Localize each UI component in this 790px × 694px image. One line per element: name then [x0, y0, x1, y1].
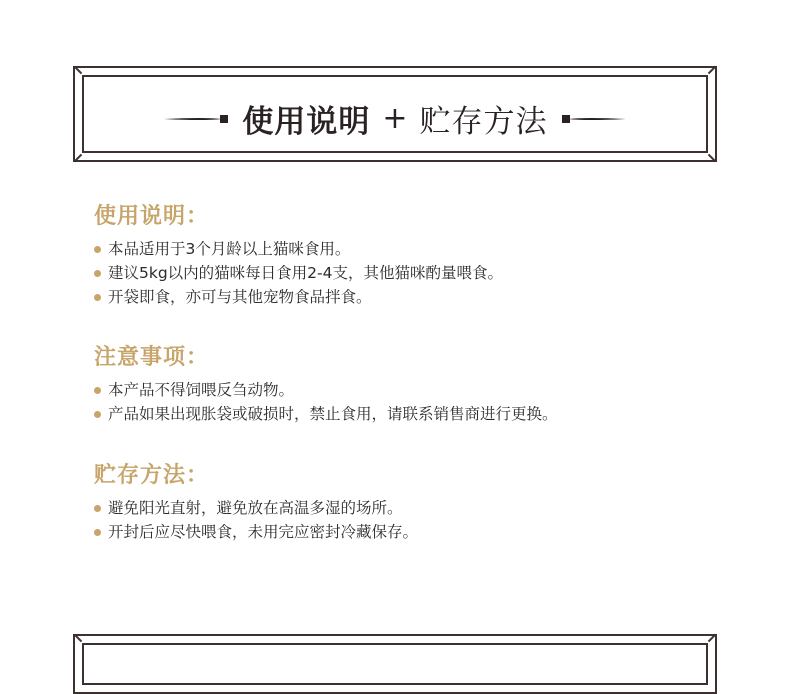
title-frame	[73, 66, 717, 162]
section-heading: 使用说明：	[94, 204, 210, 229]
list-item-text: 开袋即食，亦可与其他宠物食品拌食。	[108, 288, 372, 306]
notes-section	[94, 344, 558, 426]
page-title: 使用说明	[242, 104, 371, 140]
usage-section	[94, 203, 503, 309]
left-ornament-icon	[164, 112, 230, 126]
list-item	[94, 378, 558, 402]
frame-corner	[74, 66, 82, 74]
bullet-icon	[94, 294, 101, 301]
storage-section	[94, 462, 418, 544]
bullet-icon	[94, 246, 101, 253]
list-item	[94, 237, 503, 261]
frame-corner	[74, 154, 82, 162]
bullet-icon	[94, 387, 101, 394]
list-item-text: 本产品不得饲喂反刍动物。	[108, 381, 295, 399]
list-item	[94, 402, 558, 426]
bullet-icon	[94, 411, 101, 418]
bullet-icon	[94, 529, 101, 536]
list-item-text: 产品如果出现胀袋或破损时，禁止食用，请联系销售商进行更换。	[108, 405, 558, 423]
list-item	[94, 520, 418, 544]
frame-corner	[708, 154, 716, 162]
next-section-frame-inner-border	[82, 643, 708, 685]
bullet-icon	[94, 505, 101, 512]
section-heading: 贮存方法：	[94, 463, 210, 488]
bullet-icon	[94, 270, 101, 277]
list-item	[94, 496, 418, 520]
next-section-frame	[73, 634, 717, 694]
list-item	[94, 261, 503, 285]
right-ornament-icon	[560, 112, 626, 126]
frame-corner	[708, 634, 716, 642]
frame-corner	[74, 634, 82, 642]
page-subtitle: 贮存方法	[419, 104, 548, 140]
list-item-text: 开封后应尽快喂食，未用完应密封冷藏保存。	[108, 523, 419, 541]
list-item-text: 避免阳光直射，避免放在高温多湿的场所。	[108, 499, 403, 517]
frame-corner	[708, 66, 716, 74]
list-item-text: 建议5kg以内的猫咪每日食用2-4支，其他猫咪酌量喂食。	[108, 264, 503, 282]
title-row	[75, 96, 715, 141]
title-plus: +	[382, 101, 408, 136]
section-heading: 注意事项：	[94, 345, 210, 370]
list-item	[94, 285, 503, 309]
list-item-text: 本品适用于3个月龄以上猫咪食用。	[108, 240, 351, 258]
